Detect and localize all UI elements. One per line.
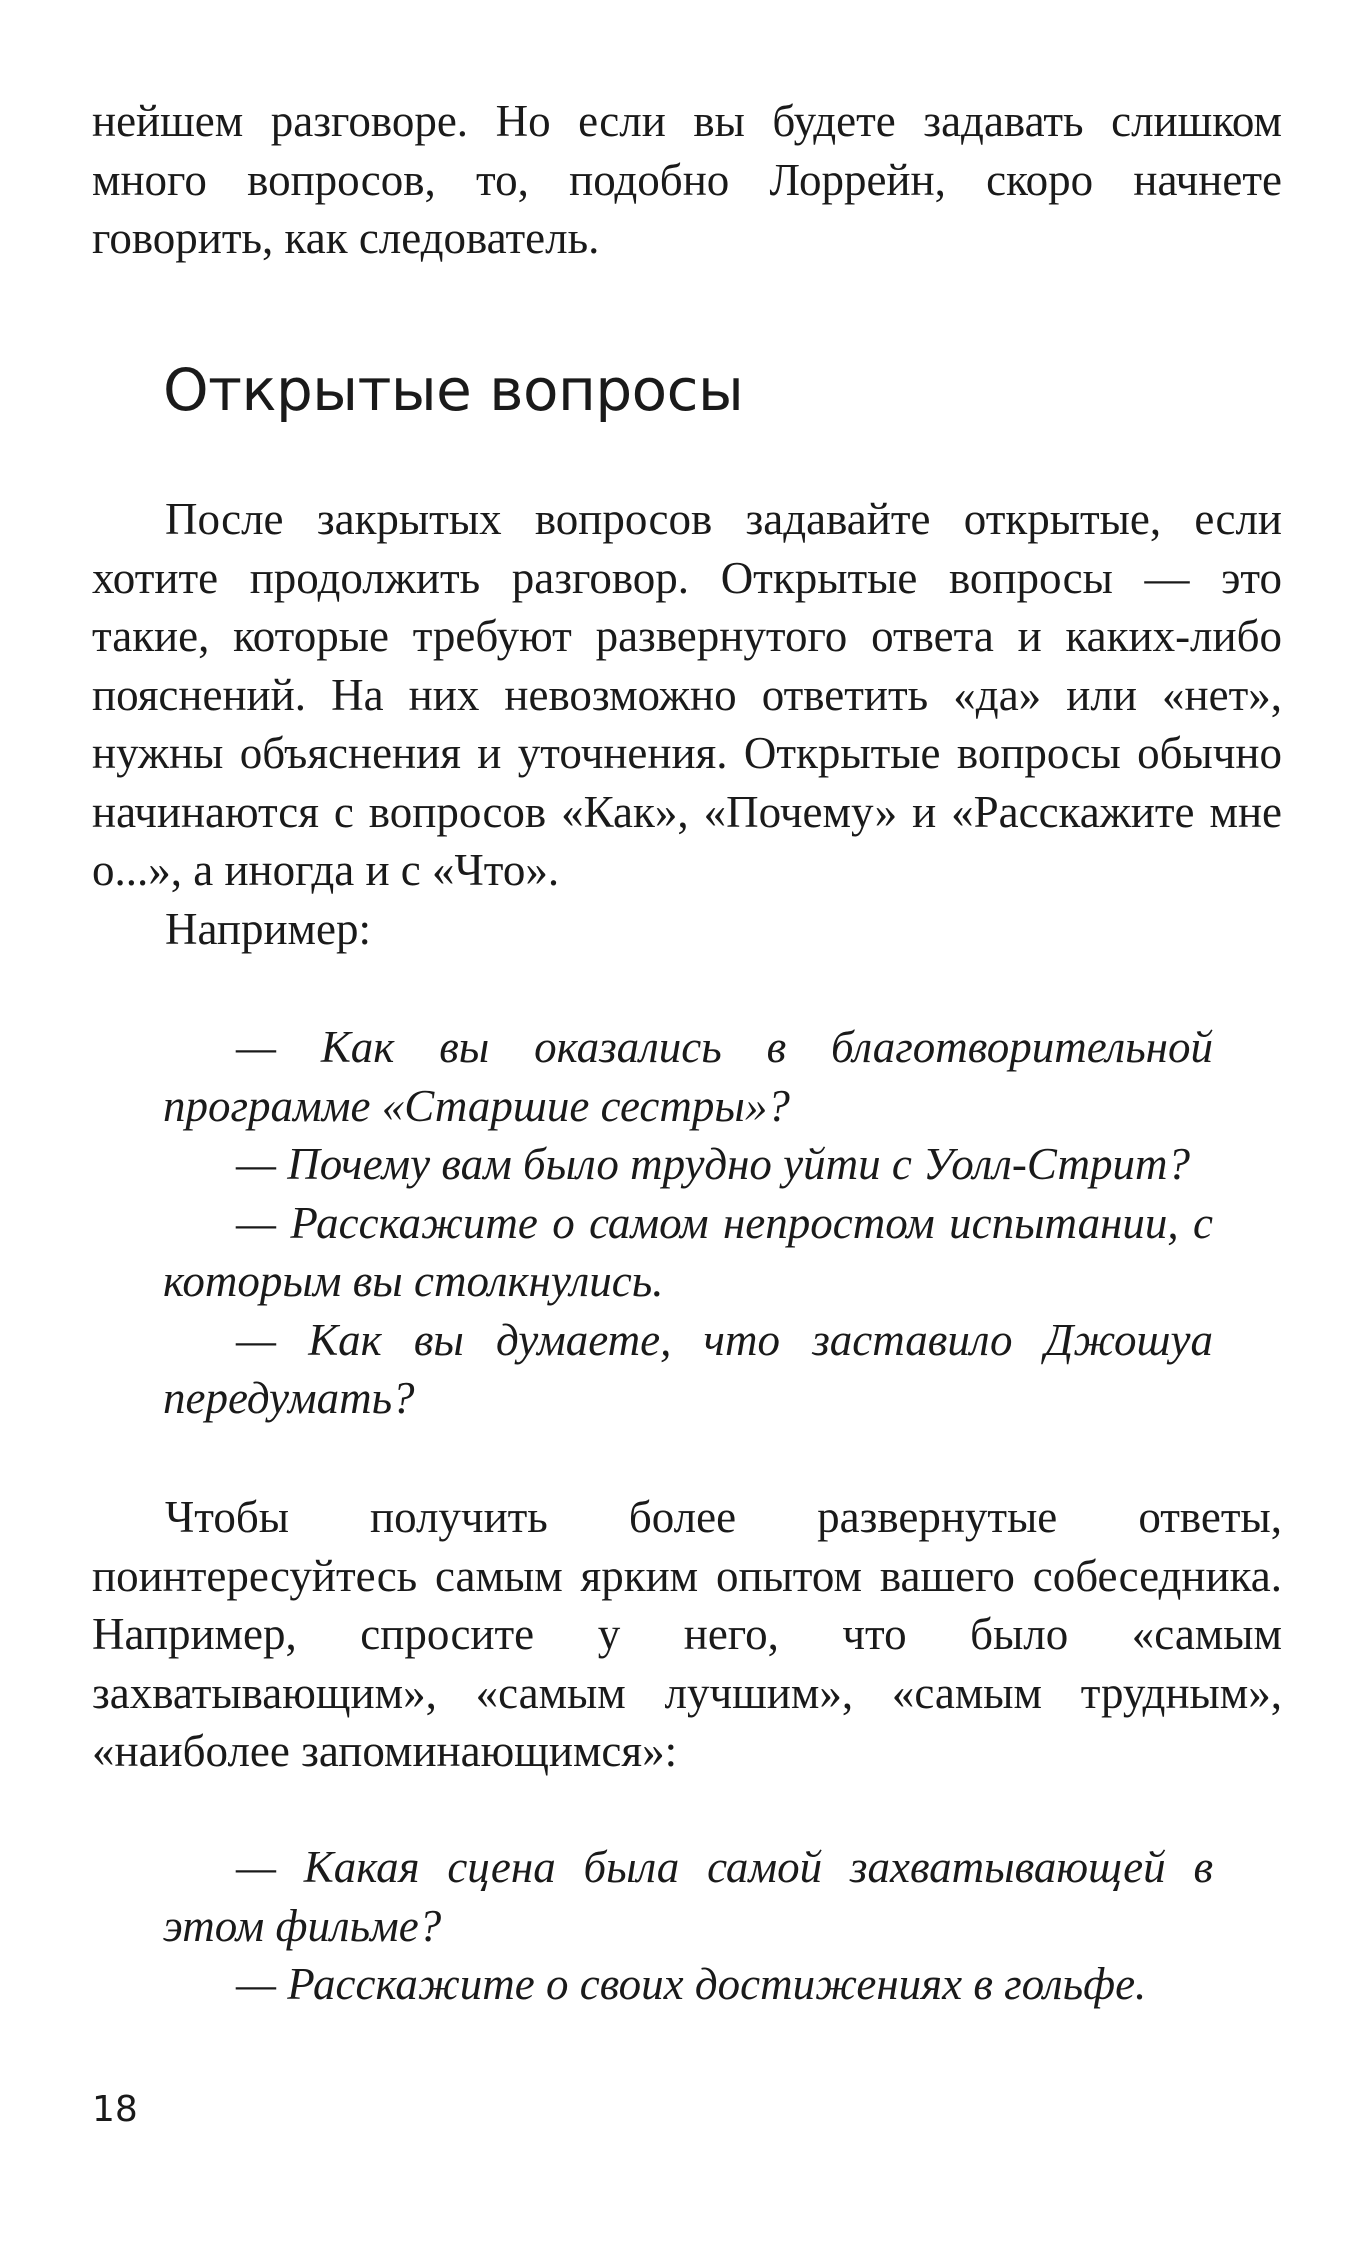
- example-question: — Почему вам было трудно уйти с Уолл-Стрит?: [236, 1139, 1191, 1189]
- example-question: — Расскажите о своих достижениях в гольфе.: [236, 1959, 1147, 2009]
- examples-list-1: [163, 1018, 1213, 1428]
- example-question: — Расскажите о самом непростом испытании, с которым вы столкнулись.: [163, 1197, 1213, 1306]
- examples-list-2: [163, 1838, 1213, 2014]
- paragraph-continuation: нейшем разговоре. Но если вы будете задавать слишком много вопросов, то, подобно Лоррейн, скоро начнете говорить, как следователь.: [92, 96, 1282, 263]
- section-heading: Открытые вопросы: [163, 356, 744, 424]
- example-question: — Как вы оказались в благотворительной программе «Старшие сестры»?: [163, 1022, 1213, 1131]
- paragraph-open-questions: После закрытых вопросов задавайте открытые, если хотите продолжить разговор. Открытые вопросы — это такие, которые требуют развернутого ответа и каких-либо пояснений. На них невозможно ответить «да» или «нет», нужны объяснения и уточнения. Открытые вопросы обычно начинаются с вопросов «Как», «Почему» и «Расскажите мне о...», а иногда и с «Что».: [92, 494, 1282, 895]
- paragraph-richer-answers: Чтобы получить более развернутые ответы, поинтересуйтесь самым ярким опытом вашего собеседника. Например, спросите у него, что было «самым захватывающим», «самым лучшим», «самым трудным», «наиболее запоминающимся»:: [92, 1492, 1282, 1776]
- page-number: 18: [92, 2089, 138, 2130]
- example-question: — Какая сцена была самой захватывающей в этом фильме?: [163, 1842, 1213, 1951]
- example-question: — Как вы думаете, что заставило Джошуа передумать?: [163, 1314, 1213, 1423]
- paragraph-example-intro: Например:: [165, 904, 371, 954]
